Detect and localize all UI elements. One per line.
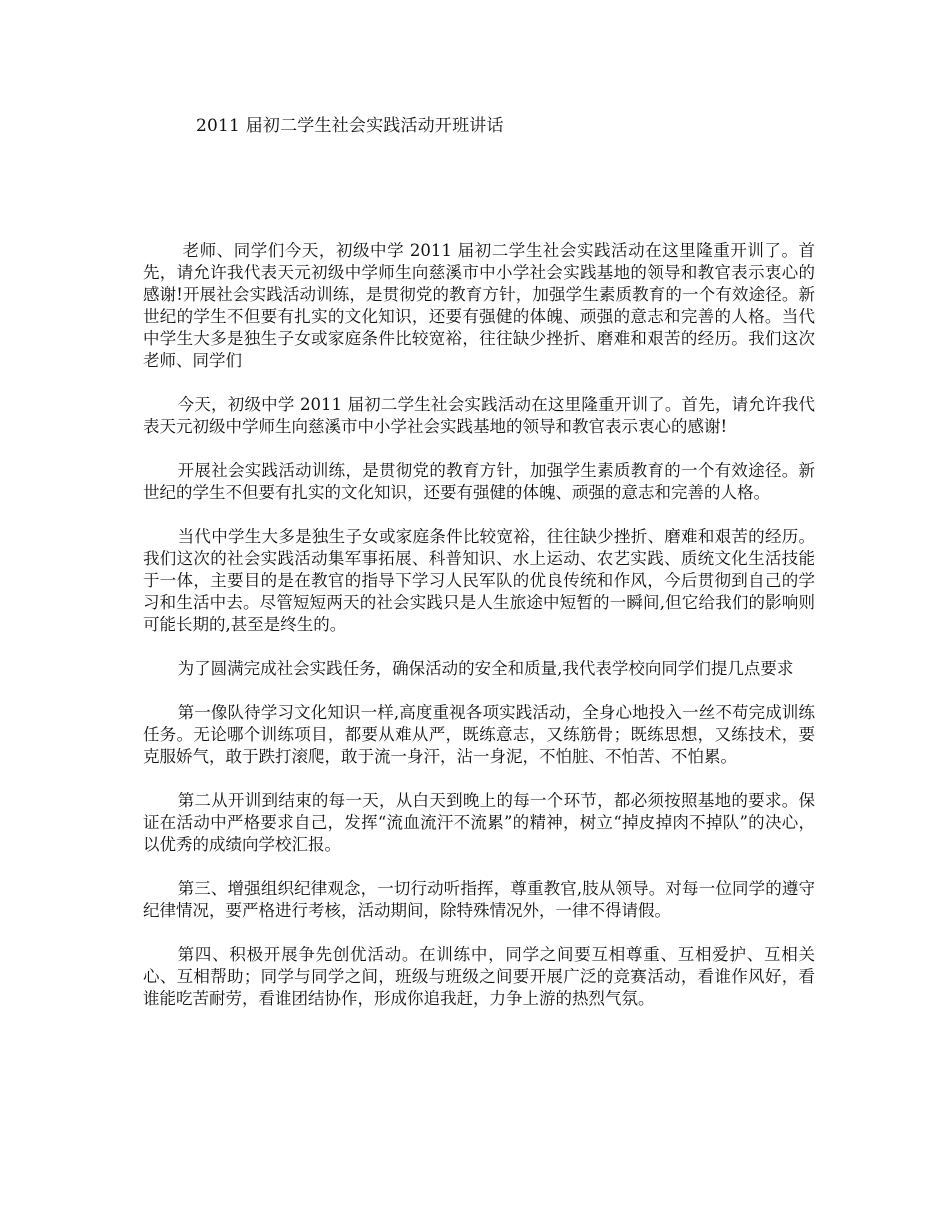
paragraph-opening: 老师、同学们今天，初级中学 2011 届初二学生社会实践活动在这里隆重开训了。首先，请允许我代表天元初级中学师生向慈溪市中小学社会实践基地的领导和教官表示衷心的感谢!开展社会实践活动训练，是贯彻党的教育方针，加强学生素质教育的一个有效途径。新世纪的学生不但要有扎实的文化知识，还要有强健的体魄、顽强的意志和完善的人格。当代中学生大多是独生子女或家庭条件比较宽裕，往往缺少挫折、磨难和艰苦的经历。我们这次老师、同学们 — [143, 241, 815, 370]
paragraph-requirement-1: 第一像队待学习文化知识一样,高度重视各项实践活动，全身心地投入一丝不苟完成训练任务。无论哪个训练项目，都要从难从严，既练意志，又练筋骨；既练思想，又练技术，要克服娇气，敢于跌打滚爬，敢于流一身汗，沾一身泥，不怕脏、不怕苦、不怕累。 — [143, 703, 815, 766]
document-title: 2011 届初二学生社会实践活动开班讲话 — [196, 116, 504, 136]
document-body — [143, 240, 815, 1032]
paragraph-requirement-2: 第二从开训到结束的每一天，从白天到晚上的每一个环节，都必须按照基地的要求。保证在活动中严格要求自己，发挥“流血流汗不流累”的精神，树立“掉皮掉肉不掉队”的决心，以优秀的成绩向学校汇报。 — [143, 791, 815, 854]
paragraph-requirement-3: 第三、增强组织纪律观念，一切行动听指挥，尊重教官,肢从领导。对每一位同学的遵守纪律情况，要严格进行考核，活动期间，除特殊情况外，一律不得请假。 — [143, 879, 815, 920]
paragraph-education-policy: 开展社会实践活动训练，是贯彻党的教育方针，加强学生素质教育的一个有效途径。新世纪的学生不但要有扎实的文化知识，还要有强健的体魄、顽强的意志和完善的人格。 — [143, 461, 815, 502]
paragraph-activity-purpose: 当代中学生大多是独生子女或家庭条件比较宽裕，往往缺少挫折、磨难和艰苦的经历。我们这次的社会实践活动集军事拓展、科普知识、水上运动、农艺实践、质统文化生活技能于一体，主要目的是在教官的指导下学习人民军队的优良传统和作风，今后贯彻到自己的学习和生活中去。尽管短短两天的社会实践只是人生旅途中短暂的一瞬间,但它给我们的影响则可能长期的,甚至是终生的。 — [143, 527, 815, 634]
paragraph-requirements-intro: 为了圆满完成社会实践任务，确保活动的安全和质量,我代表学校向同学们提几点要求 — [177, 659, 794, 678]
paragraph-requirement-4: 第四、积极开展争先创优活动。在训练中，同学之间要互相尊重、互相爱护、互相关心、互相帮助；同学与同学之间，班级与班级之间要开展广泛的竞赛活动，看谁作风好，看谁能吃苦耐劳，看谁团结协作，形成你追我赶，力争上游的热烈气氛。 — [143, 945, 815, 1008]
paragraph-welcome: 今天，初级中学 2011 届初二学生社会实践活动在这里隆重开训了。首先，请允许我代表天元初级中学师生向慈溪市中小学社会实践基地的领导和教官表示衷心的感谢! — [143, 395, 815, 436]
